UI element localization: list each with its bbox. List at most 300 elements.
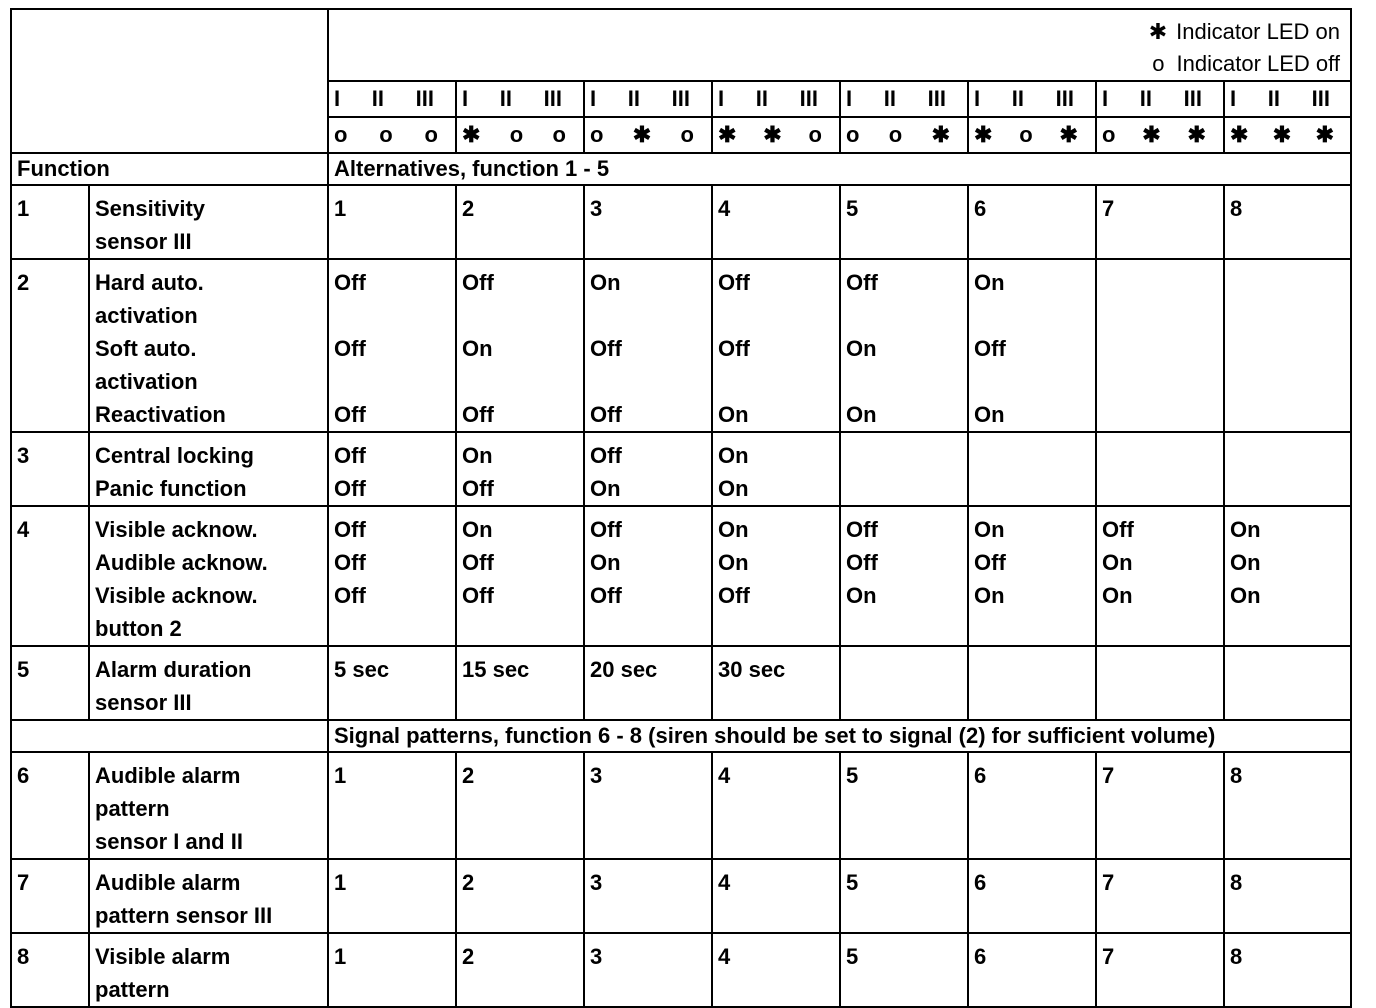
sensor-label: III (927, 86, 946, 111)
table-body (11, 9, 1351, 1007)
cell-line: 5 (846, 944, 859, 969)
cell-line: 5 (846, 196, 859, 221)
sensor-header-cell (1224, 81, 1351, 117)
cell-line: Visible alarm (95, 944, 231, 969)
cell-line: pattern (95, 977, 170, 1002)
alternative-cell (968, 859, 1096, 933)
sensor-header-cell (840, 81, 968, 117)
alternative-cell (840, 933, 968, 1007)
alternative-cell (712, 859, 840, 933)
sensor-label: I (462, 86, 469, 111)
led-off-icon: o (552, 122, 566, 147)
function-row (11, 859, 1351, 933)
led-pattern-cell (968, 117, 1096, 153)
sensor-label: II (1011, 86, 1024, 111)
alternative-cell (328, 506, 456, 646)
alternative-cell (968, 432, 1096, 506)
cell-line: Off (974, 550, 1006, 575)
alternative-cell (584, 646, 712, 720)
function-description (89, 859, 328, 933)
cell-line: sensor III (95, 229, 192, 254)
cell-line: Off (334, 517, 366, 542)
cell-line: 20 sec (590, 657, 658, 682)
function-row (11, 185, 1351, 259)
function-settings-table (10, 8, 1352, 1008)
cell-line: Audible alarm (95, 870, 241, 895)
section-header-row (11, 153, 1351, 185)
alternative-cell (456, 933, 584, 1007)
alternative-cell (712, 259, 840, 432)
cell-line: 15 sec (462, 657, 530, 682)
function-row (11, 259, 1351, 432)
cell-line: sensor I and II (95, 829, 243, 854)
cell-line (846, 365, 963, 398)
cell-line: activation (95, 369, 198, 394)
cell-line: 1 (334, 196, 347, 221)
cell-line: Off (846, 270, 878, 295)
cell-line: 4 (718, 870, 731, 895)
led-pattern-cell (840, 117, 968, 153)
led-pattern-cell (1224, 117, 1351, 153)
cell-line: 8 (1230, 944, 1243, 969)
cell-line: On (590, 270, 621, 295)
sensor-label: III (543, 86, 562, 111)
led-states (846, 118, 950, 152)
led-on-icon: ✱ (763, 122, 782, 147)
led-pattern-cell (1096, 117, 1224, 153)
alternative-cell (584, 185, 712, 259)
cell-line: 6 (974, 763, 987, 788)
alternative-cell (1224, 506, 1351, 646)
led-pattern-cell (584, 117, 712, 153)
alternative-cell (328, 259, 456, 432)
sensor-label: III (1055, 86, 1074, 111)
led-states (334, 118, 438, 152)
sensor-label: I (334, 86, 341, 111)
cell-line (462, 299, 579, 332)
led-states (1102, 118, 1206, 152)
alternative-cell (712, 185, 840, 259)
function-number: 6 (11, 752, 89, 859)
function-number: 1 (11, 185, 89, 259)
legend (329, 16, 1340, 80)
sensor-label: II (1267, 86, 1280, 111)
cell-line: On (1230, 583, 1261, 608)
blank-corner-cell (11, 9, 328, 153)
cell-line: Off (974, 336, 1006, 361)
alternative-cell (968, 506, 1096, 646)
cell-line (590, 299, 707, 332)
alternative-cell (968, 646, 1096, 720)
cell-line: 7 (1102, 944, 1115, 969)
cell-line: Off (462, 583, 494, 608)
cell-line: Off (462, 402, 494, 427)
led-off-icon: o (379, 122, 393, 147)
cell-line: Sensitivity (95, 196, 206, 221)
cell-line: Visible acknow. (95, 517, 258, 542)
led-on-icon: ✱ (1272, 122, 1292, 147)
cell-line: 3 (590, 870, 603, 895)
cell-line: Off (334, 402, 366, 427)
alternative-cell (1096, 752, 1224, 859)
sensor-label: III (1311, 86, 1330, 111)
alternative-cell (1224, 646, 1351, 720)
function-number: 2 (11, 259, 89, 432)
led-off-icon: o (334, 122, 348, 147)
cell-line (974, 365, 1091, 398)
cell-line: Off (718, 270, 750, 295)
cell-line: 7 (1102, 196, 1115, 221)
led-pattern-cell (712, 117, 840, 153)
legend-on-label: Indicator LED on (1176, 19, 1340, 44)
alternative-cell (1224, 859, 1351, 933)
function-row (11, 752, 1351, 859)
sensor-label: I (1230, 86, 1237, 111)
cell-line: On (718, 476, 749, 501)
led-on-icon: ✱ (632, 122, 652, 147)
led-pattern-cell (328, 117, 456, 153)
sensor-labels (974, 82, 1074, 116)
section-header-row (11, 720, 1351, 752)
alternative-cell (1224, 259, 1351, 432)
alternative-cell (1096, 185, 1224, 259)
cell-line: 3 (590, 944, 603, 969)
cell-line (462, 365, 579, 398)
sensor-label: II (371, 86, 384, 111)
cell-line: 8 (1230, 196, 1243, 221)
alternative-cell (1096, 432, 1224, 506)
alternative-cell (840, 259, 968, 432)
function-row (11, 646, 1351, 720)
alternative-cell (328, 752, 456, 859)
sensor-label: I (846, 86, 853, 111)
led-on-icon: ✱ (1230, 122, 1249, 147)
function-number: 8 (11, 933, 89, 1007)
blank-header-cell (11, 720, 328, 752)
cell-line: 4 (718, 196, 731, 221)
function-row (11, 506, 1351, 646)
sensor-labels (1230, 82, 1330, 116)
alternative-cell (1096, 259, 1224, 432)
cell-line: Off (846, 517, 878, 542)
sensor-labels (846, 82, 946, 116)
alternative-cell (328, 646, 456, 720)
cell-line (334, 299, 451, 332)
led-off-icon: o (846, 122, 860, 147)
cell-line: Hard auto. (95, 270, 204, 295)
cell-line: Reactivation (95, 402, 226, 427)
cell-line: 2 (462, 944, 475, 969)
sensor-label: III (671, 86, 690, 111)
led-off-icon: o (509, 122, 524, 147)
cell-line: Off (334, 550, 366, 575)
function-description (89, 506, 328, 646)
led-on-icon: ✱ (1187, 122, 1206, 147)
alternative-cell (840, 506, 968, 646)
led-states (462, 118, 566, 152)
function-description (89, 933, 328, 1007)
cell-line: On (974, 270, 1005, 295)
led-off-icon: o (590, 122, 604, 147)
function-description (89, 432, 328, 506)
cell-line: On (1102, 583, 1133, 608)
led-states (718, 118, 822, 152)
cell-line: 4 (718, 763, 731, 788)
cell-line: Off (462, 550, 494, 575)
cell-line: Visible acknow. (95, 583, 258, 608)
legend-row (11, 9, 1351, 81)
alternative-cell (456, 859, 584, 933)
cell-line (590, 365, 707, 398)
cell-line (846, 299, 963, 332)
sensor-label: III (799, 86, 818, 111)
led-on-icon: ✱ (1059, 122, 1078, 147)
sensor-header-cell (1096, 81, 1224, 117)
led-on-icon: ✱ (1148, 19, 1168, 44)
cell-line: 4 (718, 944, 731, 969)
cell-line: 7 (1102, 763, 1115, 788)
cell-line: 5 (846, 763, 859, 788)
sensor-labels (334, 82, 434, 116)
led-states (1230, 118, 1334, 152)
alternative-cell (968, 259, 1096, 432)
cell-line: On (974, 583, 1005, 608)
alternative-cell (840, 185, 968, 259)
function-row (11, 933, 1351, 1007)
led-off-icon: o (1152, 51, 1165, 76)
alternative-cell (584, 506, 712, 646)
cell-line (974, 299, 1091, 332)
sensor-labels (718, 82, 818, 116)
signal-patterns-header: Signal patterns, function 6 - 8 (siren should be set to signal (2) for sufficient volume) (328, 720, 1351, 752)
legend-off-label: Indicator LED off (1176, 51, 1340, 76)
cell-line: Soft auto. (95, 336, 197, 361)
sensor-label: III (1183, 86, 1202, 111)
alternatives-header: Alternatives, function 1 - 5 (328, 153, 1351, 185)
alternative-cell (328, 185, 456, 259)
led-off-icon: o (888, 122, 903, 147)
alternative-cell (328, 859, 456, 933)
sensor-labels (590, 82, 690, 116)
cell-line: Off (462, 476, 494, 501)
alternative-cell (840, 646, 968, 720)
alternative-cell (1224, 185, 1351, 259)
cell-line: On (718, 443, 749, 468)
cell-line (718, 299, 835, 332)
legend-off (329, 48, 1340, 80)
cell-line: Central locking (95, 443, 254, 468)
alternative-cell (712, 646, 840, 720)
cell-line: Off (462, 270, 494, 295)
cell-line: 8 (1230, 763, 1243, 788)
led-on-icon: ✱ (718, 122, 737, 147)
cell-line: 8 (1230, 870, 1243, 895)
function-description (89, 752, 328, 859)
cell-line: On (846, 583, 877, 608)
sensor-label: III (415, 86, 434, 111)
cell-line: Off (334, 583, 366, 608)
alternative-cell (456, 752, 584, 859)
alternative-cell (1224, 752, 1351, 859)
alternative-cell (1096, 646, 1224, 720)
alternative-cell (328, 432, 456, 506)
cell-line: Audible alarm (95, 763, 241, 788)
led-on-icon: ✱ (931, 122, 950, 147)
cell-line: 3 (590, 763, 603, 788)
sensor-labels (462, 82, 562, 116)
led-on-icon: ✱ (974, 122, 993, 147)
sensor-label: II (499, 86, 512, 111)
cell-line: Off (590, 583, 622, 608)
cell-line: Off (590, 517, 622, 542)
alternative-cell (968, 752, 1096, 859)
cell-line: Audible acknow. (95, 550, 268, 575)
cell-line (718, 365, 835, 398)
alternative-cell (712, 933, 840, 1007)
alternative-cell (456, 185, 584, 259)
legend-on (329, 16, 1340, 48)
cell-line: On (718, 517, 749, 542)
alternative-cell (584, 933, 712, 1007)
cell-line: Off (846, 550, 878, 575)
cell-line: Off (718, 583, 750, 608)
alternative-cell (1096, 933, 1224, 1007)
cell-line: Panic function (95, 476, 247, 501)
led-off-icon: o (1102, 122, 1116, 147)
alternative-cell (968, 185, 1096, 259)
sensor-label: II (755, 86, 768, 111)
cell-line: 6 (974, 944, 987, 969)
cell-line: Off (590, 336, 622, 361)
function-description (89, 185, 328, 259)
led-off-icon: o (424, 122, 438, 147)
cell-line: 2 (462, 763, 475, 788)
cell-line: Off (590, 402, 622, 427)
cell-line: Off (334, 336, 366, 361)
cell-line: Off (334, 476, 366, 501)
alternative-cell (1224, 933, 1351, 1007)
cell-line: sensor III (95, 690, 192, 715)
led-on-icon: ✱ (1142, 122, 1161, 147)
alternative-cell (968, 933, 1096, 1007)
function-number: 4 (11, 506, 89, 646)
sensor-header-cell (712, 81, 840, 117)
cell-line: On (462, 336, 493, 361)
cell-line: 5 (846, 870, 859, 895)
led-pattern-cell (456, 117, 584, 153)
alternative-cell (456, 432, 584, 506)
cell-line: On (1102, 550, 1133, 575)
alternative-cell (328, 933, 456, 1007)
cell-line: On (1230, 517, 1261, 542)
cell-line: On (1230, 550, 1261, 575)
alternative-cell (584, 859, 712, 933)
function-row (11, 432, 1351, 506)
cell-line: On (974, 517, 1005, 542)
led-on-icon: ✱ (462, 122, 481, 147)
led-off-icon: o (680, 122, 694, 147)
alternative-cell (1224, 432, 1351, 506)
cell-line: 5 sec (334, 657, 390, 682)
cell-line (334, 365, 451, 398)
function-description (89, 646, 328, 720)
cell-line: 2 (462, 870, 475, 895)
cell-line: On (718, 402, 749, 427)
alternative-cell (584, 432, 712, 506)
led-states (590, 118, 694, 152)
led-on-icon: ✱ (1315, 122, 1334, 147)
alternative-cell (584, 752, 712, 859)
cell-line: Off (1102, 517, 1134, 542)
cell-line: On (846, 402, 877, 427)
alternative-cell (456, 646, 584, 720)
sensor-label: II (1139, 86, 1152, 111)
cell-line: 1 (334, 870, 347, 895)
cell-line: On (718, 550, 749, 575)
sensor-header-cell (584, 81, 712, 117)
alternative-cell (456, 259, 584, 432)
alternative-cell (840, 859, 968, 933)
sensor-label: II (883, 86, 896, 111)
cell-line: On (590, 476, 621, 501)
cell-line: On (462, 517, 493, 542)
cell-line: pattern sensor III (95, 903, 273, 928)
cell-line: 30 sec (718, 657, 786, 682)
function-number: 5 (11, 646, 89, 720)
led-off-icon: o (808, 122, 822, 147)
cell-line: 6 (974, 870, 987, 895)
cell-line: 1 (334, 763, 347, 788)
cell-line: 6 (974, 196, 987, 221)
cell-line: 2 (462, 196, 475, 221)
alternative-cell (584, 259, 712, 432)
cell-line: Off (590, 443, 622, 468)
function-header: Function (11, 153, 328, 185)
sensor-labels (1102, 82, 1202, 116)
function-description (89, 259, 328, 432)
cell-line: activation (95, 303, 198, 328)
cell-line: Alarm duration (95, 657, 252, 682)
sensor-header-cell (968, 81, 1096, 117)
sensor-label: I (590, 86, 597, 111)
led-states (974, 118, 1078, 152)
cell-line: On (846, 336, 877, 361)
alternative-cell (1096, 859, 1224, 933)
alternative-cell (840, 752, 968, 859)
cell-line: 3 (590, 196, 603, 221)
led-off-icon: o (1019, 122, 1033, 147)
function-number: 3 (11, 432, 89, 506)
alternative-cell (1096, 506, 1224, 646)
sensor-label: I (974, 86, 981, 111)
alternative-cell (712, 506, 840, 646)
cell-line: Off (718, 336, 750, 361)
sensor-header-cell (328, 81, 456, 117)
alternative-cell (712, 752, 840, 859)
function-number: 7 (11, 859, 89, 933)
alternative-cell (840, 432, 968, 506)
cell-line: 7 (1102, 870, 1115, 895)
cell-line: button 2 (95, 616, 182, 641)
cell-line: Off (334, 270, 366, 295)
sensor-label: II (627, 86, 640, 111)
sensor-label: I (718, 86, 725, 111)
cell-line: On (974, 402, 1005, 427)
sensor-label: I (1102, 86, 1109, 111)
cell-line: 1 (334, 944, 347, 969)
legend-cell (328, 9, 1351, 81)
cell-line: On (590, 550, 621, 575)
